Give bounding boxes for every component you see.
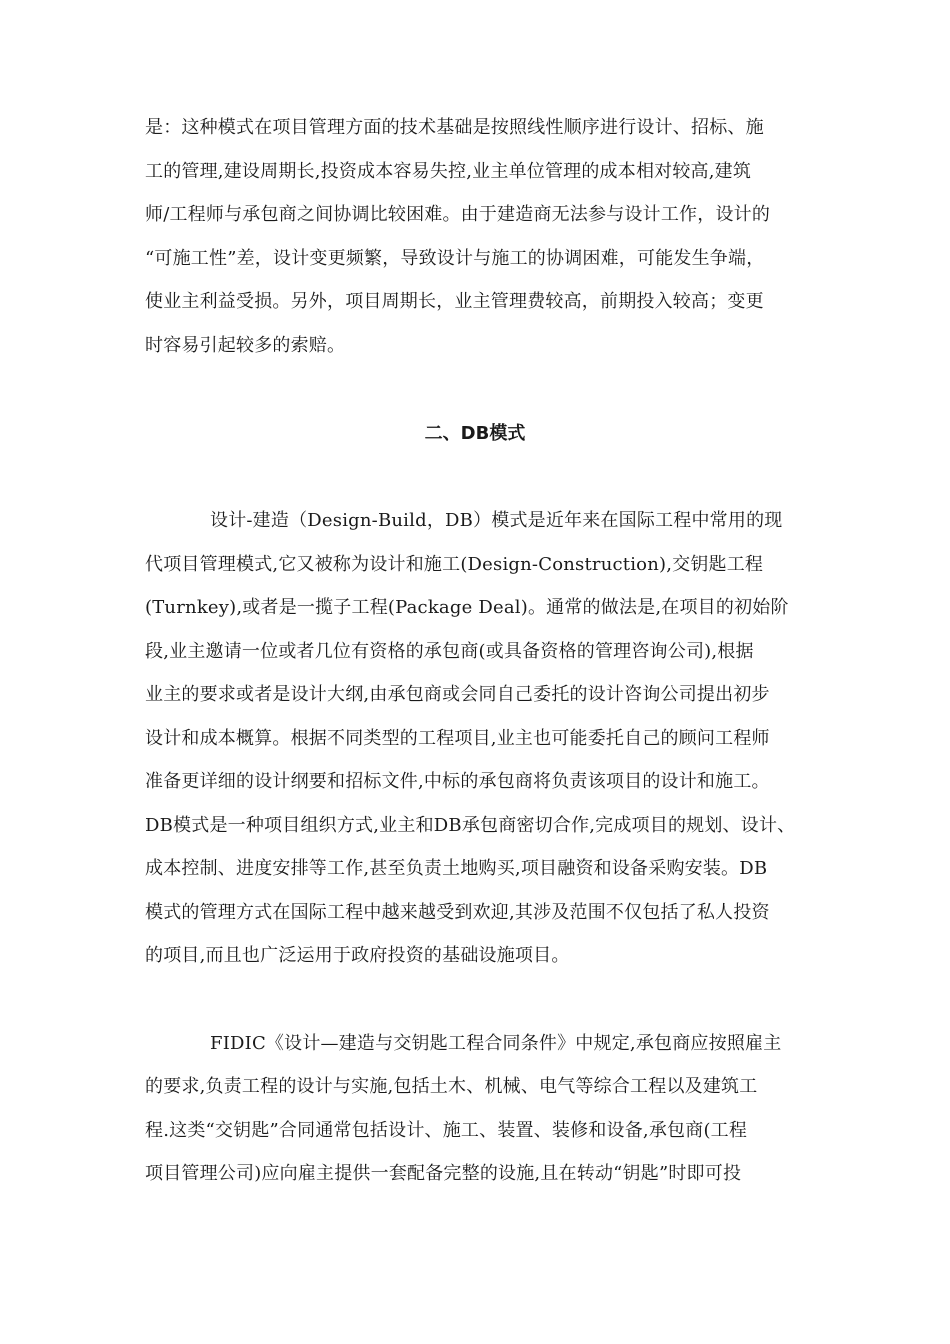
section-heading: 二、DB模式 xyxy=(424,423,526,444)
paragraph-line: 段,业主邀请一位或者几位有资格的承包商(或具备资格的管理咨询公司),根据 xyxy=(145,641,754,662)
paragraph-line: 的要求,负责工程的设计与实施,包括土木、机械、电气等综合工程以及建筑工 xyxy=(145,1076,758,1097)
paragraph-line: 时容易引起较多的索赔。 xyxy=(145,335,346,356)
paragraph-line: 是：这种模式在项目管理方面的技术基础是按照线性顺序进行设计、招标、施 xyxy=(145,117,764,138)
paragraph-line: (Turnkey),或者是一揽子工程(Package Deal)。通常的做法是,在项目的初始阶 xyxy=(145,597,789,618)
paragraph-line: “可施工性”差，设计变更频繁，导致设计与施工的协调困难，可能发生争端， xyxy=(145,248,765,269)
paragraph-line: 设计-建造（Design-Build，DB）模式是近年来在国际工程中常用的现 xyxy=(210,510,783,531)
paragraph-line: DB模式是一种项目组织方式,业主和DB承包商密切合作,完成项目的规划、设计、 xyxy=(145,815,796,836)
paragraph-line: 使业主利益受损。另外，项目周期长，业主管理费较高，前期投入较高；变更 xyxy=(145,291,764,312)
paragraph-line: 设计和成本概算。根据不同类型的工程项目,业主也可能委托自己的顾问工程师 xyxy=(145,728,770,749)
paragraph-line: 的项目,而且也广泛运用于政府投资的基础设施项目。 xyxy=(145,945,570,966)
paragraph-line: 工的管理,建设周期长,投资成本容易失控,业主单位管理的成本相对较高,建筑 xyxy=(145,161,752,182)
paragraph-line: 模式的管理方式在国际工程中越来越受到欢迎,其涉及范围不仅包括了私人投资 xyxy=(145,902,770,923)
paragraph-line: 项目管理公司)应向雇主提供一套配备完整的设施,且在转动“钥匙”时即可投 xyxy=(145,1163,742,1184)
paragraph-line: 代项目管理模式,它又被称为设计和施工(Design-Construction),交钥匙工程 xyxy=(145,554,764,575)
paragraph-line: 业主的要求或者是设计大纲,由承包商或会同自己委托的设计咨询公司提出初步 xyxy=(145,684,770,705)
paragraph-line: 程.这类“交钥匙”合同通常包括设计、施工、装置、装修和设备,承包商(工程 xyxy=(145,1120,748,1141)
paragraph-line: 师/工程师与承包商之间协调比较困难。由于建造商无法参与设计工作，设计的 xyxy=(145,204,771,225)
paragraph-line: 准备更详细的设计纲要和招标文件,中标的承包商将负责该项目的设计和施工。 xyxy=(145,771,770,792)
paragraph-line: 成本控制、进度安排等工作,甚至负责土地购买,项目融资和设备采购安装。DB xyxy=(145,858,768,879)
paragraph-line: FIDIC《设计—建造与交钥匙工程合同条件》中规定,承包商应按照雇主 xyxy=(210,1033,782,1054)
